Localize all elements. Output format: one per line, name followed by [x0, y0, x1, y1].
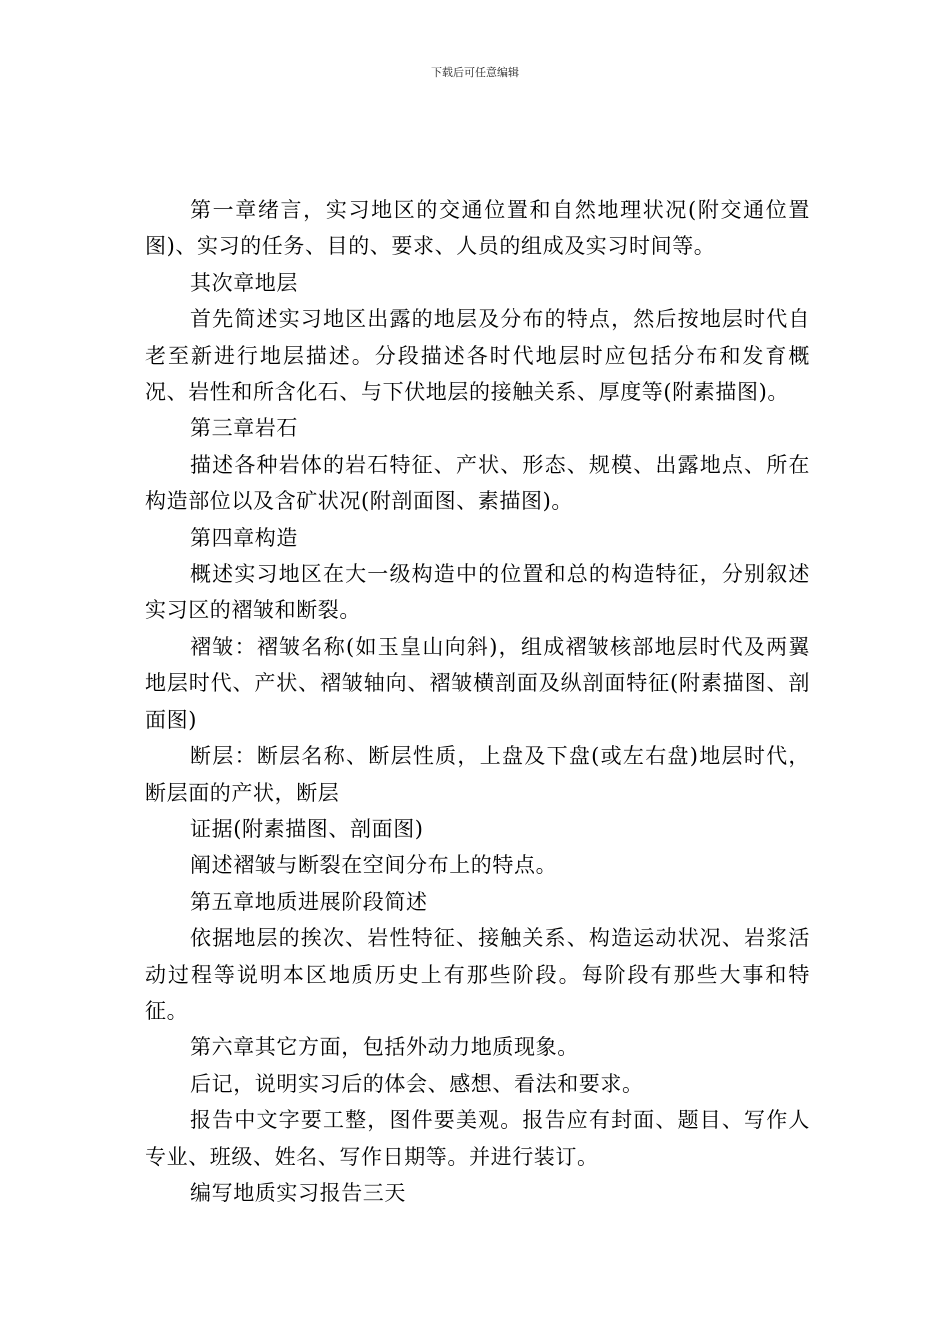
paragraph-rocks-description: 描述各种岩体的岩石特征、产状、形态、规模、出露地点、所在构造部位以及含矿状况(附剖面图、素描图)。 — [145, 452, 810, 514]
paragraph-strata-description: 首先简述实习地区出露的地层及分布的特点，然后按地层时代自老至新进行地层描述。分段描述各时代地层时应包括分布和发育概况、岩性和所含化石、与下伏地层的接触关系、厚度等(附素描图)。 — [145, 307, 810, 405]
paragraph-faults: 断层：断层名称、断层性质，上盘及下盘(或左右盘)地层时代，断层面的产状，断层 — [145, 744, 810, 805]
heading-chapter-5-geologic-history: 第五章地质进展阶段简述 — [190, 889, 428, 914]
paragraph-fault-evidence: 证据(附素描图、剖面图) — [190, 816, 424, 841]
heading-chapter-2-strata: 其次章地层 — [190, 270, 298, 295]
paragraph-spatial-distribution: 阐述褶皱与断裂在空间分布上的特点。 — [190, 853, 558, 878]
paragraph-report-requirements: 报告中文字要工整，图件要美观。报告应有封面、题目、写作人专业、班级、姓名、写作日期等。并进行装订。 — [145, 1108, 810, 1169]
document-body — [145, 192, 810, 1211]
paragraph-writing-duration: 编写地质实习报告三天 — [190, 1180, 406, 1205]
paragraph-chapter-1-intro: 第一章绪言，实习地区的交通位置和自然地理状况(附交通位置图)、实习的任务、目的、要求、人员的组成及实习时间等。 — [145, 198, 810, 259]
paragraph-geologic-history: 依据地层的挨次、岩性特征、接触关系、构造运动状况、岩浆活动过程等说明本区地质历史上有那些阶段。每阶段有那些大事和特征。 — [145, 926, 810, 1023]
paragraph-folds: 褶皱：褶皱名称(如玉皇山向斜)，组成褶皱核部地层时代及两翼地层时代、产状、褶皱轴向、褶皱横剖面及纵剖面特征(附素描图、剖面图) — [145, 634, 810, 732]
heading-chapter-4-structure: 第四章构造 — [190, 525, 298, 550]
paragraph-postscript: 后记，说明实习后的体会、感想、看法和要求。 — [190, 1071, 644, 1096]
heading-chapter-3-rocks: 第三章岩石 — [190, 416, 298, 441]
paragraph-structure-overview: 概述实习地区在大一级构造中的位置和总的构造特征，分别叙述实习区的褶皱和断裂。 — [145, 562, 810, 623]
paragraph-chapter-6-other: 第六章其它方面，包括外动力地质现象。 — [190, 1035, 579, 1060]
page-header-note: 下载后可任意编辑 — [431, 66, 519, 79]
